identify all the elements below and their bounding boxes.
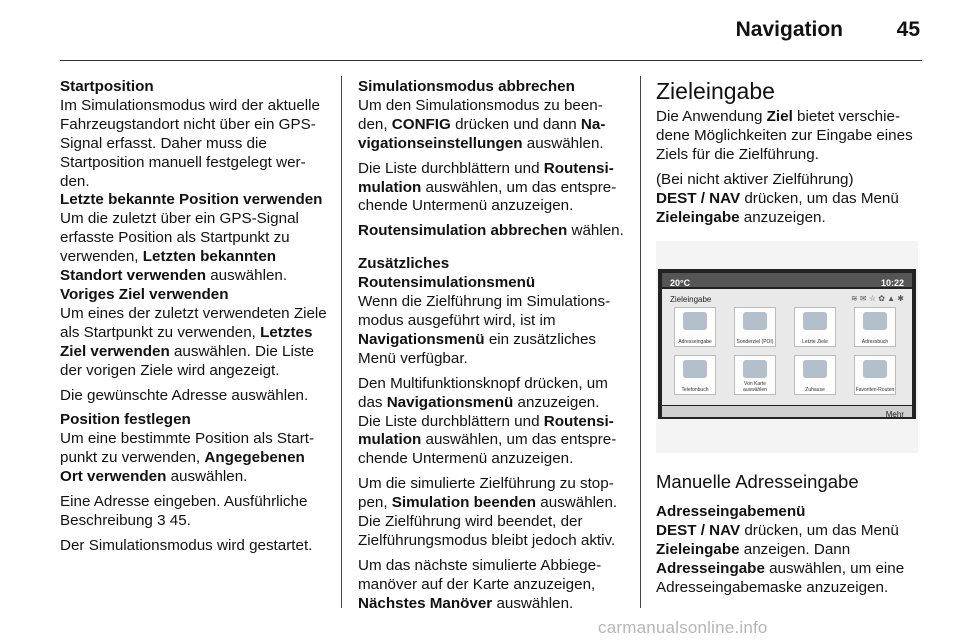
button-term: DEST / NAV (656, 189, 741, 207)
paragraph-text: Den Multifunktionsknopf drücken, um das (358, 374, 608, 411)
paragraph-text: Die Anwendung (656, 108, 767, 125)
tile-label: Sonderziel (POI) (736, 339, 774, 346)
subheading: Letzte bekannte Position verwenden (60, 191, 323, 209)
paragraph (656, 108, 924, 165)
temperature-readout: 20°C (670, 278, 691, 289)
screen-title: Zieleingabe (670, 295, 712, 305)
column-2 (358, 78, 626, 620)
paragraph-text: anzuzeigen. (739, 208, 826, 226)
home-icon (803, 360, 827, 378)
paragraph-text: anzeigen. Dann (739, 541, 851, 559)
tile-zuhause[interactable] (794, 355, 836, 395)
menu-term: Letzten bekannten Standort verwenden (60, 248, 277, 285)
menu-term: Nächstes Manöver (358, 594, 493, 612)
section-position-festlegen (60, 411, 328, 487)
menu-term: Zieleingabe (656, 541, 740, 559)
phonebook-icon (683, 360, 707, 378)
route-icon (863, 360, 887, 378)
recent-icon (803, 312, 827, 330)
destination-menu-figure (656, 241, 918, 453)
page-number: 45 (896, 18, 920, 41)
section-heading: Zieleingabe (656, 78, 775, 104)
page-header (0, 0, 960, 62)
section-zusaetzliches-menu (358, 255, 626, 368)
status-bar (662, 273, 912, 287)
paragraph (358, 160, 626, 217)
paragraph-text: Die Liste durchblättern und (358, 159, 544, 177)
poi-icon (743, 312, 767, 330)
paragraph-text: auswählen. Die Zielführung wird beendet, der Zielführungsmodus bleibt jedoch aktiv. (358, 494, 618, 549)
tile-telefonbuch[interactable] (674, 355, 716, 395)
subheading: Voriges Ziel verwenden (60, 285, 229, 303)
paragraph-text: (Bei nicht aktiver Zielführung) (656, 170, 854, 188)
tile-adresseingabe[interactable] (674, 307, 716, 347)
paragraph-text: Um die zuletzt über ein GPS-Signal erfasste Position als Startpunkt zu verwenden, (60, 210, 299, 266)
subheading: Simulationsmodus abbrechen (358, 78, 575, 95)
menu-term: Angegebenen Ort verwenden (60, 449, 305, 486)
column-divider-2 (640, 76, 641, 608)
tile-label: Zuhause (805, 387, 825, 394)
menu-term: Simulation beenden (391, 494, 537, 512)
page-reference-link[interactable]: 3 45. (157, 511, 191, 529)
paragraph (358, 222, 626, 241)
tile-label: Favoriten-Routen (855, 387, 895, 394)
paragraph-text: anzuzeigen. Die Liste durchblättern und (358, 393, 600, 430)
tile-favoriten-routen[interactable] (854, 355, 896, 395)
tile-label: Telefonbuch (681, 387, 709, 394)
clock-readout: 10:22 (880, 278, 904, 289)
tile-adressbuch[interactable] (854, 307, 896, 347)
address-book-icon (863, 312, 887, 330)
paragraph-text: auswählen. (206, 267, 288, 285)
tile-label: Von Karte auswählen (743, 381, 767, 394)
paragraph-text: Im Simulationsmodus wird der aktuelle Fahrzeugstandort nicht über ein GPS-Signal erfasst. Daher muss die Startposition manuell festgelegt werden. (60, 96, 320, 190)
paragraph (656, 171, 924, 228)
menu-term: Navigationsmenü (386, 393, 514, 411)
tile-von-karte[interactable] (734, 355, 776, 395)
section-adresseingabemenu (656, 503, 924, 598)
paragraph-text: drücken, um das Menü (740, 522, 899, 540)
paragraph-text: bietet verschiedene Möglichkeiten zur Eingabe eines Ziels für die Zielführung. (656, 108, 913, 163)
paragraph (358, 557, 626, 614)
infotainment-screen (658, 269, 916, 419)
tile-sonderziel[interactable] (734, 307, 776, 347)
menu-term: Routensimulation (358, 412, 614, 449)
tile-label: Adresseingabe (678, 339, 712, 346)
paragraph-text: auswählen, um das entsprechende Untermenü anzuzeigen. (358, 431, 617, 468)
subheading: Position festlegen (60, 411, 191, 429)
paragraph (358, 475, 626, 551)
tile-label: Letzte Ziele (802, 339, 828, 346)
paragraph-text: wählen. (567, 222, 624, 240)
page-title: Navigation (735, 18, 843, 41)
column-3 (656, 78, 924, 604)
paragraph-text: auswählen. (492, 594, 574, 612)
paragraph-text: Um den Simulationsmodus zu beenden, (358, 96, 603, 133)
paragraph-text: ein zusätzliches Menü verfügbar. (358, 330, 597, 367)
screen-footer (662, 406, 912, 420)
section-simulation-abbrechen (358, 78, 626, 154)
paragraph (358, 375, 626, 470)
subheading: Zusätzliches (358, 255, 450, 273)
column-1 (60, 78, 328, 562)
menu-term: Ziel (766, 108, 793, 125)
paragraph-text: auswählen. (166, 468, 248, 486)
watermark: carmanualsonline.info (598, 618, 768, 637)
more-button[interactable]: Mehr (885, 410, 904, 420)
paragraph: Die gewünschte Adresse auswählen. (60, 386, 309, 404)
subheading: Adresseingabemenü (656, 503, 806, 521)
paragraph-text: auswählen. (522, 134, 604, 152)
section-voriges-ziel (60, 286, 328, 381)
paragraph-text: auswählen, um eine Adresseingabemaske anzuzeigen. (656, 560, 905, 597)
tile-label: Adressbuch (861, 339, 889, 346)
column-divider-1 (341, 76, 342, 608)
status-icons: ≋ ✉ ☆ ✿ ▲ ✱ (850, 294, 904, 304)
paragraph: Der Simulationsmodus wird gestartet. (60, 536, 313, 554)
menu-term: Routensimulation (358, 159, 614, 196)
paragraph-text: drücken und dann (450, 115, 581, 133)
menu-term: Routensimulation abbrechen (358, 222, 568, 240)
subheading: Routensimulationsmenü (358, 274, 536, 292)
tile-letzte-ziele[interactable] (794, 307, 836, 347)
section-letzte-position (60, 191, 328, 286)
button-term: CONFIG (391, 115, 451, 133)
paragraph-text: Um eine bestimmte Position als Startpunkt zu verwenden, (60, 430, 315, 467)
menu-term: Navigationsmenü (358, 330, 485, 348)
screen-content (662, 289, 912, 405)
paragraph-text: Um die simulierte Zielführung zu stoppen, (358, 475, 614, 512)
button-term: DEST / NAV (656, 522, 741, 540)
menu-term: Adresseingabe (656, 560, 765, 578)
paragraph-text: auswählen. Die Liste der vorigen Ziele wird angezeigt. (60, 342, 315, 379)
paragraph-text: Wenn die Zielführung im Simulationsmodus ausgeführt wird, ist im (358, 293, 611, 329)
paragraph-text: Um eines der zuletzt verwendeten Ziele als Startpunkt zu verwenden, (60, 304, 327, 341)
menu-term: Zieleingabe (656, 208, 740, 226)
paragraph-text: Um das nächste simulierte Abbiegemanöver auf der Karte anzuzeigen, (358, 556, 602, 593)
subheading: Startposition (60, 78, 154, 95)
paragraph (60, 493, 328, 531)
paragraph-text: drücken, um das Menü (740, 189, 899, 207)
menu-term: Letztes Ziel verwenden (60, 323, 313, 360)
map-select-icon (743, 360, 767, 378)
paragraph-text: auswählen, um das entsprechende Untermenü anzuzeigen. (358, 178, 617, 215)
section-heading: Manuelle Adresseingabe (656, 471, 859, 493)
map-icon (683, 312, 707, 330)
paragraph-text: Eine Adresse eingeben. Ausführliche Beschreibung (60, 493, 308, 529)
section-startposition (60, 78, 328, 191)
menu-term: Navigationseinstellungen (358, 115, 606, 152)
header-divider (60, 60, 922, 61)
